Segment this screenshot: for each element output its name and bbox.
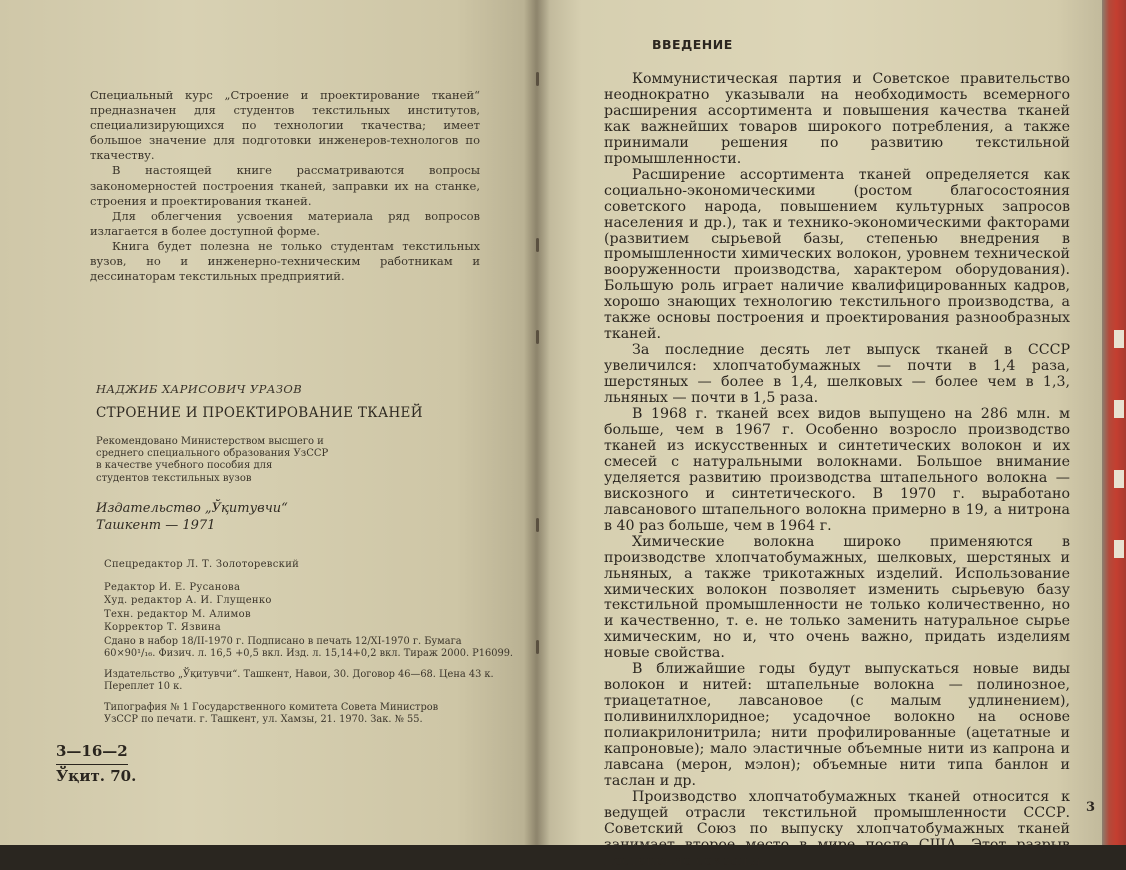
annotation-paragraph: Специальный курс „Строение и проектирование тканей“ предназначен для студентов текстильных институтов, специализирующихся по технологии ткачества; имеет большое значение для подготовки инженеров-технологов по ткачеству.	[90, 88, 480, 163]
city-year: Ташкент — 1971	[96, 518, 216, 533]
body-paragraph: Расширение ассортимента тканей определяется как социально-экономическими (ростом благосостояния советского народа, повышением культурных запросов населения и др.), так и технико-экономическими факторами (развитием сырьевой базы, степенью внедрения в промышленности химических волокон, уровнем технической вооруженности производства, характером оборудования). Большую роль играет наличие квалифицированных кадров, хорошо знающих технологию текстильного производства, а также основы построения и проектирования разнообразных тканей.	[604, 166, 1070, 343]
recommendation-line: среднего специального образования УзССР	[96, 448, 329, 460]
code-bottom: Ўқит. 70.	[56, 767, 137, 785]
annotation	[90, 88, 480, 284]
recommendation-line: студентов текстильных вузов	[96, 472, 252, 484]
annotation-paragraph: Для облегчения усвоения материала ряд вопросов излагается в более доступной форме.	[90, 208, 480, 238]
author-name: НАДЖИБ ХАРИСОВИЧ УРАЗОВ	[96, 382, 303, 396]
body-paragraph: Химические волокна широко применяются в производстве хлопчатобумажных, шелковых, шерстяных и льняных, а также трикотажных изделий. Использование химических волокон позволяет изменить сырьевую базу текстильной промышленности не только количественно, но и качественно, т. е. не только заменить натуральное сырье химическим, но и, что очень важно, придать изделиям новые свойства.	[604, 533, 1070, 662]
body-paragraph: Производство хлопчатобумажных тканей относится к ведущей отрасли текстильной промышленности СССР. Советский Союз по выпуску хлопчатобумажных тканей занимает второе место в мире после США. Этот разрыв постепенно сокраща-	[604, 788, 1070, 869]
cover-pattern	[1114, 400, 1124, 418]
recommendation	[96, 436, 356, 485]
staff-line: Худ. редактор А. И. Глущенко	[104, 595, 272, 607]
imprint-line: 60×90¹/₁₆. Физич. л. 16,5 +0,5 вкл. Изд. л. 15,14+0,2 вкл. Тираж 2000. Р16099.	[104, 648, 514, 660]
imprint	[104, 636, 524, 726]
annotation-paragraph: В настоящей книге рассматриваются вопросы закономерностей построения тканей, заправки их на станке, строения и проектирования тканей.	[90, 163, 480, 208]
spacer	[104, 572, 299, 581]
printing-line: Типография № 1 Государственного комитета Совета Министров	[104, 701, 439, 713]
spacer	[104, 694, 524, 702]
body-paragraph: В 1968 г. тканей всех видов выпущено на 286 млн. м больше, чем в 1967 г. Особенно возросло производство тканей из искусственных и синтетических волокон и их смесей с натуральными волокнами. Большое внимание уделяется развитию производства штапельного волокна — вискозного и синтетического. В 1970 г. выработано лавсанового штапельного волокна примерно в 19, а нитрона в 40 раз больше, чем в 1964 г.	[604, 406, 1070, 534]
cover-pattern	[1114, 470, 1124, 488]
binding-stitch	[536, 518, 539, 532]
chapter-heading: ВВЕДЕНИЕ	[652, 37, 733, 52]
code-top: 3—16—2	[56, 740, 128, 765]
body-paragraph: Коммунистическая партия и Советское правительство неоднократно указывали на необходимость всемерного расширения ассортимента и повышения качества тканей как важнейших товаров широкого потребления, а также принимали решения по развитию текстильной промышленности.	[604, 71, 1070, 167]
cover-pattern	[1114, 330, 1124, 348]
imprint-line: Издательство „Ўқитувчи“. Ташкент, Навои, 30. Договор 46—68. Цена 43 к.	[104, 668, 494, 680]
book-cover-edge	[1102, 0, 1126, 845]
binding-stitch	[536, 238, 539, 252]
cover-pattern	[1114, 540, 1124, 558]
publisher-block	[96, 500, 288, 534]
recommendation-line: Рекомендовано Министерством высшего и	[96, 436, 324, 447]
staff-line: Редактор И. Е. Русанова	[104, 581, 241, 593]
binding-stitch	[536, 72, 539, 86]
printing-line: УзССР по печати. г. Ташкент, ул. Хамзы, 21. 1970. Зак. № 55.	[104, 714, 423, 726]
imprint-line: Переплет 10 к.	[104, 681, 183, 693]
book-gutter	[524, 0, 550, 845]
staff-line: Корректор Т. Язвина	[104, 622, 222, 634]
body-text	[604, 72, 1070, 870]
imprint-line: Сдано в набор 18/II-1970 г. Подписано в печать 12/XI-1970 г. Бумага	[104, 636, 462, 647]
binding-stitch	[536, 640, 539, 654]
spec-editor: Спецредактор Л. Т. Золоторевский	[104, 559, 300, 570]
page-number: 3	[1086, 800, 1096, 815]
annotation-paragraph: Книга будет полезна не только студентам текстильных вузов, но и инженерно-техническим работникам и дессинаторам текстильных предприятий.	[90, 238, 480, 284]
book-title: СТРОЕНИЕ И ПРОЕКТИРОВАНИЕ ТКАНЕЙ	[96, 405, 423, 421]
body-paragraph: За последние десять лет выпуск тканей в СССР увеличился: хлопчатобумажных — почти в 1,4 раза, шерстяных — более в 1,4, шелковых — более чем в 1,3, льняных — почти в 1,5 раза.	[604, 342, 1070, 407]
binding-stitch	[536, 330, 539, 344]
publisher-name: Издательство „Ўқитувчи“	[96, 501, 288, 516]
staff-line: Техн. редактор М. Алимов	[104, 608, 251, 620]
catalog-code	[56, 740, 136, 787]
editorial-staff	[104, 558, 299, 635]
recommendation-line: в качестве учебного пособия для	[96, 460, 273, 472]
body-paragraph: В ближайшие годы будут выпускаться новые виды волокон и нитей: штапельные волокна — полинозное, триацетатное, лавсановое (с малым удлинением), поливинилхлоридное; усадочное волокно на основе полиакрилонитрила; нити профилированные (ацетатные и капроновые); мало эластичные объемные нити из капрона и лавсана (мерон, мэлон); объемные нити типа банлон и таслан и др.	[604, 661, 1070, 789]
spacer	[104, 661, 524, 669]
